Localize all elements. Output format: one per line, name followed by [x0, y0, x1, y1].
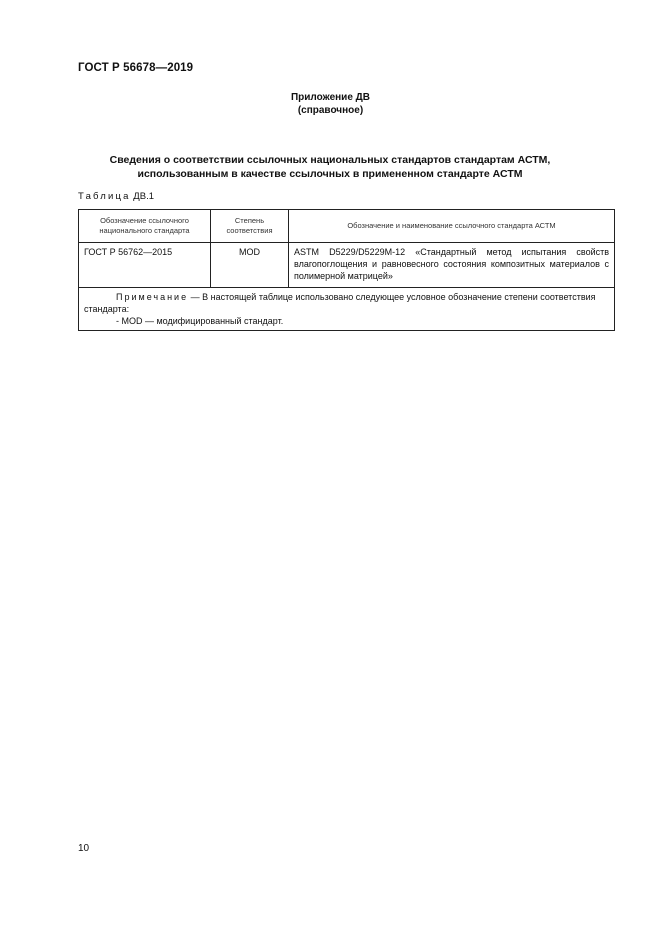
table-caption-label: Таблица	[78, 191, 131, 202]
header-degree: Степень соответствия	[211, 210, 289, 243]
section-title-line-1: Сведения о соответствии ссылочных национальных стандартов стандартам АСТМ,	[109, 154, 551, 166]
correspondence-table	[78, 209, 615, 331]
note-text: — В настоящей таблице использовано следующее условное обозначение степени соответствия стандарта:	[84, 292, 596, 314]
annex-subtitle: (справочное)	[297, 105, 364, 116]
note-label: Примечание	[116, 292, 189, 302]
annex-title: Приложение ДВ	[290, 92, 371, 103]
note-item: - MOD — модифицированный стандарт.	[116, 316, 284, 326]
table-header-row	[79, 210, 615, 243]
table-caption-number: ДВ.1	[133, 191, 154, 202]
page-number: 10	[78, 843, 90, 854]
annex-heading	[0, 91, 661, 117]
section-title-line-2: использованным в качестве ссылочных в примененном стандарте АСТМ	[137, 168, 523, 180]
note-paragraph	[84, 291, 609, 315]
section-title	[80, 153, 580, 181]
cell-degree: MOD	[211, 243, 289, 288]
header-astm-standard: Обозначение и наименование ссылочного стандарта АСТМ	[289, 210, 615, 243]
table-note	[79, 288, 615, 331]
table-caption	[78, 191, 154, 202]
cell-astm-standard: ASTM D5229/D5229M-12 «Стандартный метод испытания свойств влагопоглощения и равновесного состояния композитных материалов с полимерной матрицей»	[289, 243, 615, 288]
header-national-standard: Обозначение ссылочного национального стандарта	[79, 210, 211, 243]
table-note-row	[79, 288, 615, 331]
table-row	[79, 243, 615, 288]
document-code: ГОСТ Р 56678—2019	[78, 62, 194, 74]
cell-national-standard: ГОСТ Р 56762—2015	[79, 243, 211, 288]
